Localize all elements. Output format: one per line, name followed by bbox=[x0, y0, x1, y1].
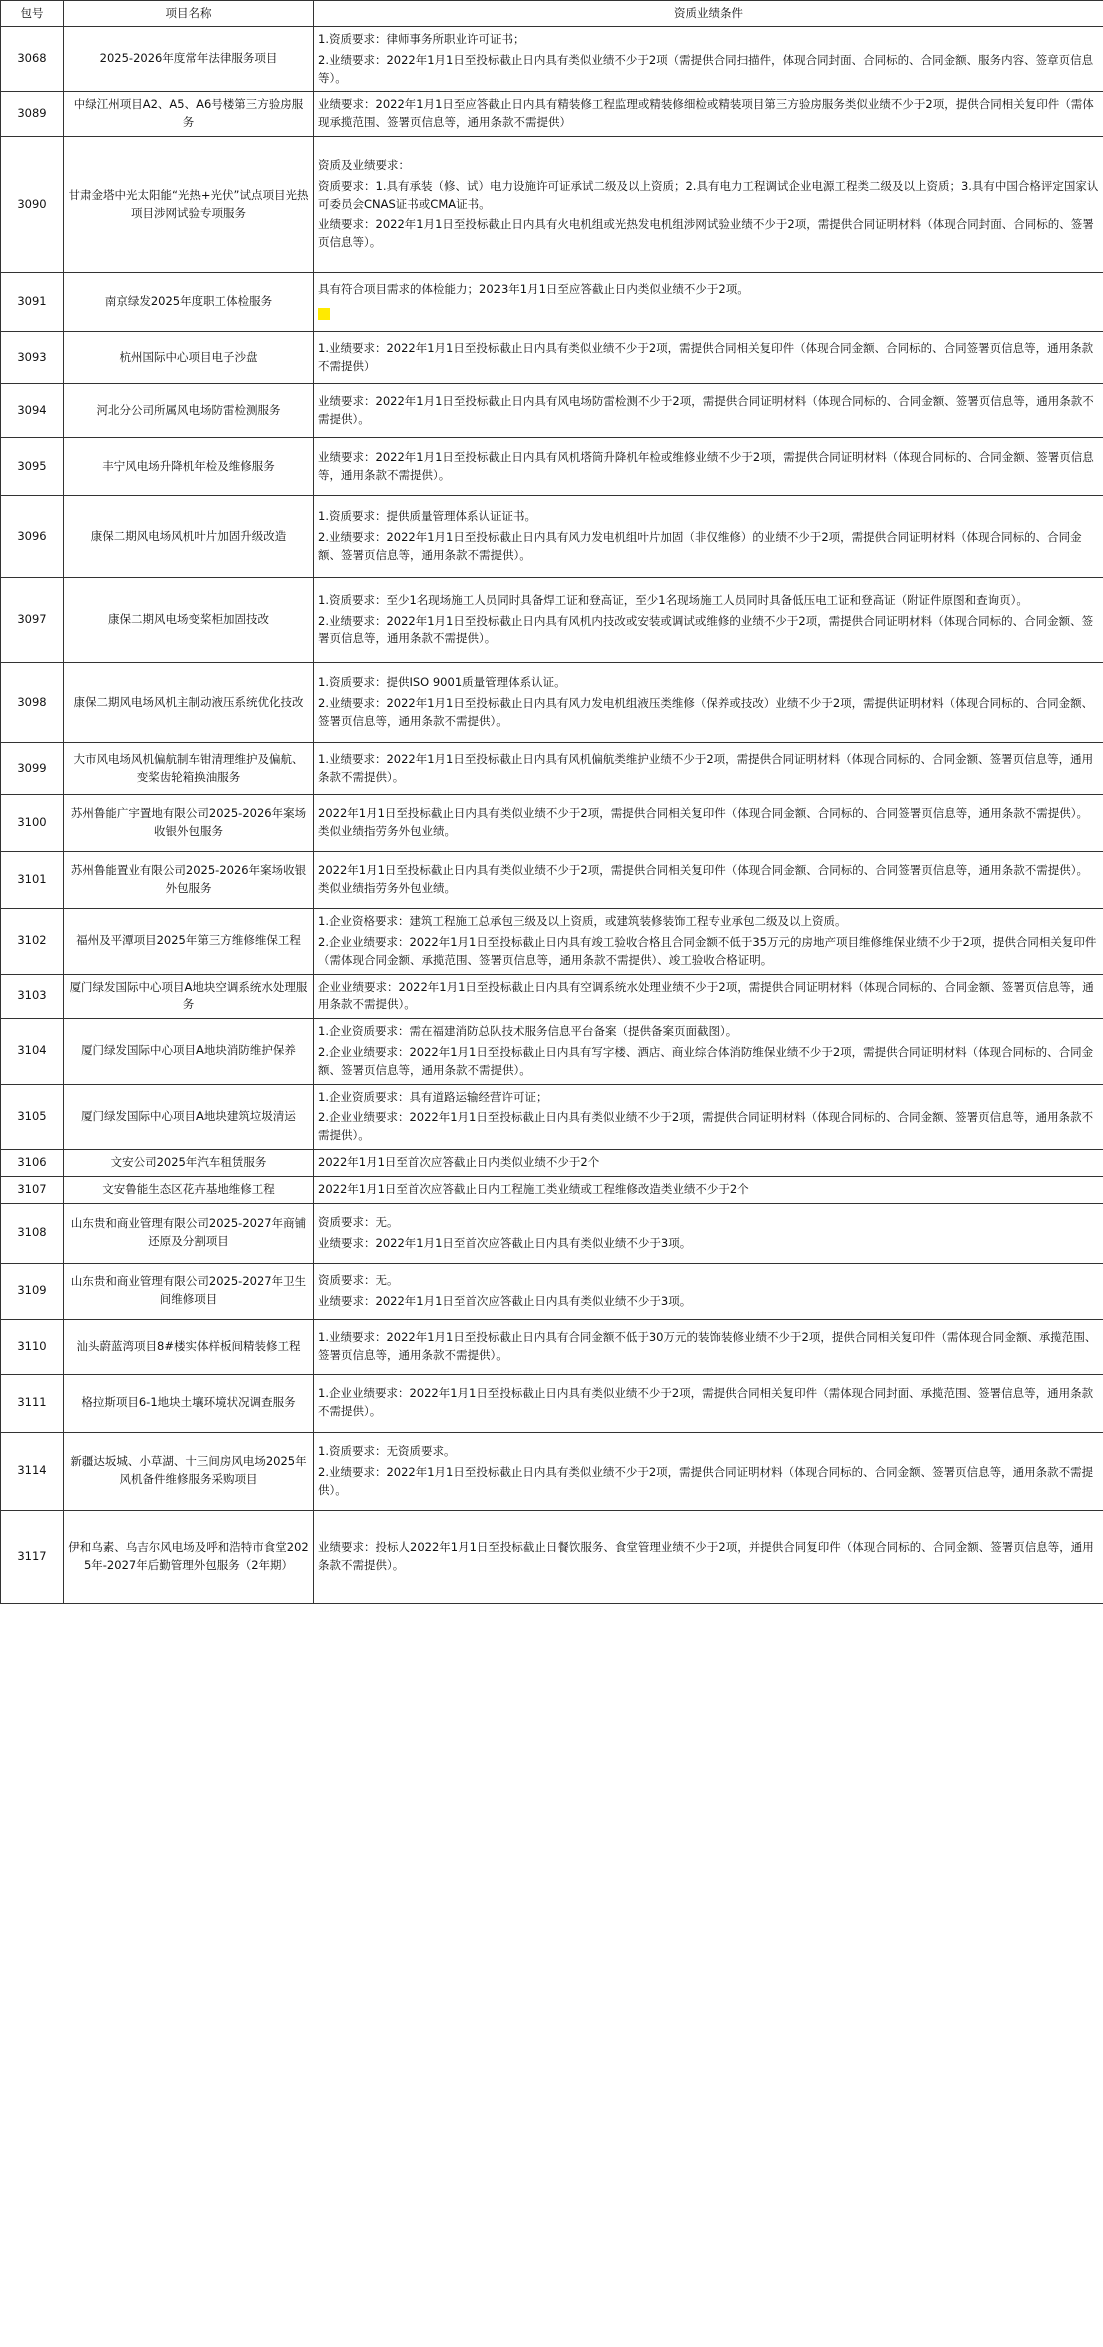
table-row bbox=[1, 273, 1103, 332]
qualification-conditions bbox=[314, 909, 1103, 974]
project-name: 文安公司2025年汽车租赁服务 bbox=[64, 1150, 314, 1177]
table-row bbox=[1, 743, 1103, 795]
condition-line: 业绩要求：2022年1月1日至投标截止日内具有风机塔筒升降机年检或维修业绩不少于2项，需提供合同证明材料（体现合同标的、合同金额、签署页信息等，通用条款不需提供）。 bbox=[318, 449, 1094, 482]
project-name: 2025-2026年度常年法律服务项目 bbox=[64, 27, 314, 92]
table-row bbox=[1, 1084, 1103, 1149]
table-row bbox=[1, 438, 1103, 496]
condition-line: 1.业绩要求：2022年1月1日至投标截止日内具有合同金额不低于30万元的装饰装修业绩不少于2项，提供合同相关复印件（需体现合同金额、承揽范围、签署页信息等，通用条款不需提供）。 bbox=[318, 1329, 1097, 1362]
condition-line: 2.业绩要求：2022年1月1日至投标截止日内具有类似业绩不少于2项（需提供合同扫描件，体现合同封面、合同标的、合同金额、服务内容、签章页信息等）。 bbox=[318, 52, 1094, 85]
condition-line: 具有符合项目需求的体检能力；2023年1月1日至应答截止日内类似业绩不少于2项。 bbox=[318, 282, 749, 297]
package-number: 3104 bbox=[1, 1019, 64, 1084]
qualification-conditions bbox=[314, 137, 1103, 273]
project-name: 文安鲁能生态区花卉基地维修工程 bbox=[64, 1176, 314, 1203]
table-row bbox=[1, 1432, 1103, 1510]
table-row bbox=[1, 27, 1103, 92]
condition-line: 资质要求：无。 bbox=[318, 1272, 399, 1287]
header-package-number: 包号 bbox=[1, 1, 64, 27]
condition-line: 1.业绩要求：2022年1月1日至投标截止日内具有类似业绩不少于2项，需提供合同相关复印件（体现合同金额、合同标的、合同签署页信息等，通用条款不需提供） bbox=[318, 340, 1094, 373]
qualification-conditions bbox=[314, 1510, 1103, 1603]
project-name: 汕头蔚蓝湾项目8#楼实体样板间精装修工程 bbox=[64, 1319, 314, 1374]
condition-line: 业绩要求：2022年1月1日至首次应答截止日内具有类似业绩不少于3项。 bbox=[318, 1235, 692, 1250]
table-row bbox=[1, 1019, 1103, 1084]
qualification-conditions bbox=[314, 1319, 1103, 1374]
highlight-marker bbox=[318, 308, 330, 320]
condition-line: 1.资质要求：无资质要求。 bbox=[318, 1443, 456, 1458]
condition-line: 1.资质要求：提供ISO 9001质量管理体系认证。 bbox=[318, 675, 566, 690]
project-name: 新疆达坂城、小草湖、十三间房风电场2025年风机备件维修服务采购项目 bbox=[64, 1432, 314, 1510]
project-name: 河北分公司所属风电场防雷检测服务 bbox=[64, 384, 314, 438]
table-row bbox=[1, 496, 1103, 578]
condition-line: 资质要求：1.具有承装（修、试）电力设施许可证承试二级及以上资质；2.具有电力工程调试企业电源工程类二级及以上资质；3.具有中国合格评定国家认可委员会CNAS证书或CMA证书。 bbox=[318, 178, 1099, 211]
condition-line: 2022年1月1日至首次应答截止日内类似业绩不少于2个 bbox=[318, 1155, 600, 1169]
condition-line: 1.资质要求：律师事务所职业许可证书； bbox=[318, 32, 525, 46]
package-number: 3089 bbox=[1, 92, 64, 137]
qualification-conditions bbox=[314, 332, 1103, 384]
qualification-conditions bbox=[314, 273, 1103, 332]
project-name: 格拉斯项目6-1地块土壤环境状况调查服务 bbox=[64, 1374, 314, 1432]
table-row bbox=[1, 384, 1103, 438]
condition-line: 2.业绩要求：2022年1月1日至投标截止日内具有风力发电机组叶片加固（非仅维修）的业绩不少于2项，需提供合同证明材料（体现合同标的、合同金额、签署页信息等，通用条款不需提供）。 bbox=[318, 530, 1082, 562]
condition-line: 1.企业资质要求：具有道路运输经营许可证； bbox=[318, 1089, 548, 1104]
package-number: 3103 bbox=[1, 974, 64, 1019]
table-row bbox=[1, 92, 1103, 137]
qualification-conditions bbox=[314, 384, 1103, 438]
package-number: 3108 bbox=[1, 1203, 64, 1263]
table-row bbox=[1, 1203, 1103, 1263]
table-row bbox=[1, 1510, 1103, 1603]
qualification-conditions bbox=[314, 663, 1103, 743]
table-row bbox=[1, 137, 1103, 273]
condition-line: 2.业绩要求：2022年1月1日至投标截止日内具有风机内技改或安装或调试或维修的业绩不少于2项，需提供合同证明材料（体现合同标的、合同金额、签署页信息等，通用条款不需提供）。 bbox=[318, 613, 1094, 646]
qualification-conditions bbox=[314, 974, 1103, 1019]
condition-line: 企业业绩要求：2022年1月1日至投标截止日内具有空调系统水处理业绩不少于2项，需提供合同证明材料（体现合同标的、合同金额、签署页信息等，通用条款不需提供）。 bbox=[318, 979, 1094, 1012]
table-row bbox=[1, 332, 1103, 384]
project-name: 山东贵和商业管理有限公司2025-2027年卫生间维修项目 bbox=[64, 1263, 314, 1319]
package-number: 3099 bbox=[1, 743, 64, 795]
package-number: 3094 bbox=[1, 384, 64, 438]
table-row bbox=[1, 1374, 1103, 1432]
header-qualification-conditions: 资质业绩条件 bbox=[314, 1, 1103, 27]
condition-line: 1.企业业绩要求：2022年1月1日至投标截止日内具有类似业绩不少于2项，需提供合同相关复印件（需体现合同封面、承揽范围、签署信息等，通用条款不需提供）。 bbox=[318, 1386, 1094, 1419]
condition-line: 业绩要求：2022年1月1日至应答截止日内具有精装修工程监理或精装修细检或精装项目第三方验房服务类似业绩不少于2项，提供合同相关复印件（需体现承揽范围、签署页信息等，通用条款不需提供） bbox=[318, 97, 1094, 130]
package-number: 3090 bbox=[1, 137, 64, 273]
package-number: 3105 bbox=[1, 1084, 64, 1149]
qualification-conditions bbox=[314, 743, 1103, 795]
qualification-conditions bbox=[314, 27, 1103, 92]
condition-line: 1.资质要求：至少1名现场施工人员同时具备焊工证和登高证，至少1名现场施工人员同时具备低压电工证和登高证（附证件原图和查询页）。 bbox=[318, 592, 1028, 607]
package-number: 3095 bbox=[1, 438, 64, 496]
condition-line: 2022年1月1日至首次应答截止日内工程施工类业绩或工程维修改造类业绩不少于2个 bbox=[318, 1181, 749, 1196]
project-name: 厦门绿发国际中心项目A地块建筑垃圾清运 bbox=[64, 1084, 314, 1149]
condition-line: 1.资质要求：提供质量管理体系认证证书。 bbox=[318, 509, 536, 524]
condition-line: 2.业绩要求：2022年1月1日至投标截止日内具有类似业绩不少于2项，需提供合同证明材料（体现合同标的、合同金额、签署页信息等，通用条款不需提供）。 bbox=[318, 1464, 1094, 1497]
qualification-conditions bbox=[314, 1432, 1103, 1510]
qualification-conditions bbox=[314, 1019, 1103, 1084]
project-name: 中绿江州项目A2、A5、A6号楼第三方验房服务 bbox=[64, 92, 314, 137]
project-name: 大市风电场风机偏航制车钳清理维护及偏航、变桨齿轮箱换油服务 bbox=[64, 743, 314, 795]
project-name: 福州及平潭项目2025年第三方维修维保工程 bbox=[64, 909, 314, 974]
qualification-conditions bbox=[314, 795, 1103, 852]
package-number: 3111 bbox=[1, 1374, 64, 1432]
project-name: 康保二期风电场风机叶片加固升级改造 bbox=[64, 496, 314, 578]
project-name: 苏州鲁能置业有限公司2025-2026年案场收银外包服务 bbox=[64, 852, 314, 909]
package-number: 3107 bbox=[1, 1176, 64, 1203]
table-row bbox=[1, 663, 1103, 743]
qualification-conditions bbox=[314, 92, 1103, 137]
project-name: 甘肃金塔中光太阳能“光热+光伏”试点项目光热项目涉网试验专项服务 bbox=[64, 137, 314, 273]
condition-line: 2.企业业绩要求：2022年1月1日至投标截止日内具有类似业绩不少于2项，需提供合同证明材料（体现合同标的、合同金额、签署页信息等，通用条款不需提供）。 bbox=[318, 1110, 1094, 1143]
package-number: 3114 bbox=[1, 1432, 64, 1510]
package-number: 3109 bbox=[1, 1263, 64, 1319]
table-row bbox=[1, 1176, 1103, 1203]
condition-line: 业绩要求：2022年1月1日至投标截止日内具有风电场防雷检测不少于2项，需提供合同证明材料（体现合同标的、合同金额、签署页信息等，通用条款不需提供）。 bbox=[318, 393, 1094, 426]
table-header-row bbox=[1, 1, 1103, 27]
project-name: 康保二期风电场变桨柜加固技改 bbox=[64, 578, 314, 663]
qualification-conditions bbox=[314, 1176, 1103, 1203]
project-name: 康保二期风电场风机主制动液压系统优化技改 bbox=[64, 663, 314, 743]
package-number: 3102 bbox=[1, 909, 64, 974]
project-name: 厦门绿发国际中心项目A地块消防维护保养 bbox=[64, 1019, 314, 1084]
package-number: 3106 bbox=[1, 1150, 64, 1177]
table-row bbox=[1, 852, 1103, 909]
qualification-conditions bbox=[314, 1374, 1103, 1432]
condition-line: 业绩要求：投标人2022年1月1日至投标截止日餐饮服务、食堂管理业绩不少于2项，并提供合同复印件（体现合同标的、合同金额、签署页信息等，通用条款不需提供）。 bbox=[318, 1539, 1094, 1572]
project-name: 厦门绿发国际中心项目A地块空调系统水处理服务 bbox=[64, 974, 314, 1019]
package-number: 3117 bbox=[1, 1510, 64, 1603]
qualification-conditions bbox=[314, 578, 1103, 663]
table-row bbox=[1, 578, 1103, 663]
qualification-conditions bbox=[314, 1263, 1103, 1319]
condition-line: 资质及业绩要求： bbox=[318, 158, 410, 173]
condition-line: 业绩要求：2022年1月1日至首次应答截止日内具有类似业绩不少于3项。 bbox=[318, 1293, 692, 1308]
qualification-conditions bbox=[314, 1150, 1103, 1177]
condition-line: 2.企业业绩要求：2022年1月1日至投标截止日内具有竣工验收合格且合同金额不低于35万元的房地产项目维修维保业绩不少于2项，提供合同相关复印件（需体现合同金额、承揽范围、签署页信息等，通用条款不需提供）、竣工验收合格证明。 bbox=[318, 934, 1097, 967]
package-number: 3110 bbox=[1, 1319, 64, 1374]
qualification-conditions bbox=[314, 496, 1103, 578]
package-number: 3068 bbox=[1, 27, 64, 92]
condition-line: 2.企业业绩要求：2022年1月1日至投标截止日内具有写字楼、酒店、商业综合体消防维保业绩不少于2项，需提供合同证明材料（体现合同标的、合同金额、签署页信息等，通用条款不需提供）。 bbox=[318, 1044, 1094, 1077]
qualification-conditions bbox=[314, 852, 1103, 909]
table-row bbox=[1, 974, 1103, 1019]
qualification-conditions bbox=[314, 1203, 1103, 1263]
package-number: 3091 bbox=[1, 273, 64, 332]
table-row bbox=[1, 1263, 1103, 1319]
package-number: 3096 bbox=[1, 496, 64, 578]
header-project-name: 项目名称 bbox=[64, 1, 314, 27]
package-number: 3100 bbox=[1, 795, 64, 852]
project-name: 丰宁风电场升降机年检及维修服务 bbox=[64, 438, 314, 496]
package-number: 3097 bbox=[1, 578, 64, 663]
condition-line: 2022年1月1日至投标截止日内具有类似业绩不少于2项，需提供合同相关复印件（体现合同金额、合同标的、合同签署页信息等，通用条款不需提供）。类似业绩指劳务外包业绩。 bbox=[318, 863, 1088, 896]
condition-line: 2022年1月1日至投标截止日内具有类似业绩不少于2项，需提供合同相关复印件（体现合同金额、合同标的、合同签署页信息等，通用条款不需提供）。类似业绩指劳务外包业绩。 bbox=[318, 806, 1088, 839]
qualification-conditions bbox=[314, 438, 1103, 496]
table-row bbox=[1, 1150, 1103, 1177]
condition-line: 业绩要求：2022年1月1日至投标截止日内具有火电机组或光热发电机组涉网试验业绩不少于2项，需提供合同证明材料（体现合同封面、合同标的、签署页信息等）。 bbox=[318, 217, 1094, 250]
project-name: 山东贵和商业管理有限公司2025-2027年商铺还原及分割项目 bbox=[64, 1203, 314, 1263]
qualification-conditions bbox=[314, 1084, 1103, 1149]
condition-line: 1.企业资质要求：需在福建消防总队技术服务信息平台备案（提供备案页面截图）。 bbox=[318, 1024, 738, 1039]
condition-line: 资质要求：无。 bbox=[318, 1214, 399, 1229]
package-number: 3093 bbox=[1, 332, 64, 384]
project-name: 苏州鲁能广宇置地有限公司2025-2026年案场收银外包服务 bbox=[64, 795, 314, 852]
project-name: 伊和乌素、乌吉尔风电场及呼和浩特市食堂2025年-2027年后勤管理外包服务（2年期） bbox=[64, 1510, 314, 1603]
table-row bbox=[1, 795, 1103, 852]
package-number: 3098 bbox=[1, 663, 64, 743]
table-row bbox=[1, 909, 1103, 974]
condition-line: 1.业绩要求：2022年1月1日至投标截止日内具有风机偏航类维护业绩不少于2项，需提供合同证明材料（体现合同标的、合同金额、签署页信息等，通用条款不需提供）。 bbox=[318, 751, 1094, 784]
table-row bbox=[1, 1319, 1103, 1374]
project-name: 南京绿发2025年度职工体检服务 bbox=[64, 273, 314, 332]
condition-line: 1.企业资格要求：建筑工程施工总承包三级及以上资质，或建筑装修装饰工程专业承包二级及以上资质。 bbox=[318, 914, 847, 929]
project-name: 杭州国际中心项目电子沙盘 bbox=[64, 332, 314, 384]
package-number: 3101 bbox=[1, 852, 64, 909]
condition-line: 2.业绩要求：2022年1月1日至投标截止日内具有风力发电机组液压类维修（保养或技改）业绩不少于2项，需提供证明材料（体现合同标的、合同金额、签署页信息等，通用条款不需提供）。 bbox=[318, 696, 1094, 728]
